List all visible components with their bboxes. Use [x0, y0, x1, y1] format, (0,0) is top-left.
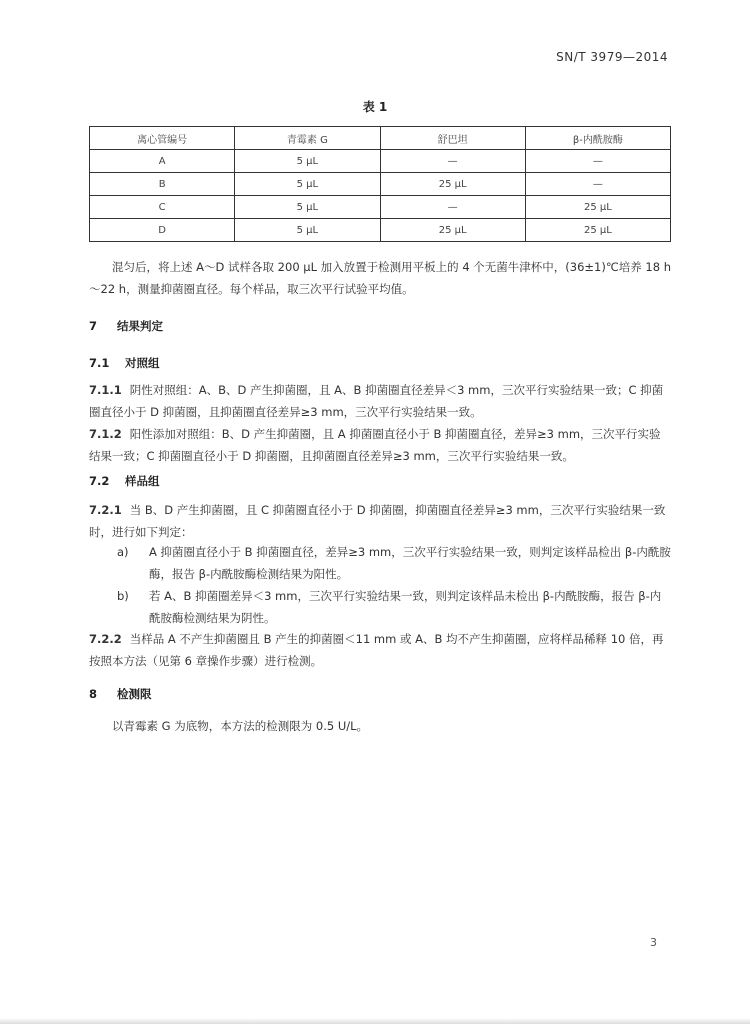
section-title: 样品组	[125, 474, 160, 488]
table-row	[90, 219, 671, 242]
clause-7-2-1	[89, 499, 671, 543]
table-row	[90, 150, 671, 173]
clause-text: 当 B、D 产生抑菌圈，且 C 抑菌圈直径小于 D 抑菌圈，抑菌圈直径差异≥3 mm，三次平行实验结果一致时，进行如下判定：	[89, 503, 666, 539]
table-header-cell: 青霉素 G	[235, 127, 380, 150]
section-7-2-heading	[89, 473, 160, 489]
section-8-text: 以青霉素 G 为底物，本方法的检测限为 0.5 U/L。	[112, 719, 369, 733]
table-cell: B	[90, 173, 235, 196]
list-marker: b)	[117, 589, 129, 603]
list-item-a	[117, 541, 671, 585]
table-cell: —	[525, 150, 670, 173]
table-cell: —	[380, 150, 525, 173]
section-7-heading	[89, 318, 163, 334]
table-cell: D	[90, 219, 235, 242]
list-marker: a)	[117, 545, 129, 559]
section-title: 对照组	[125, 356, 160, 370]
table-cell: 5 μL	[235, 219, 380, 242]
clause-number: 7.1.1	[89, 383, 122, 397]
table-cell: 25 μL	[525, 196, 670, 219]
table-row	[90, 196, 671, 219]
table-header-cell: 离心管编号	[90, 127, 235, 150]
table-cell: 25 μL	[380, 219, 525, 242]
table-header-cell: 舒巴坦	[380, 127, 525, 150]
table-cell: 5 μL	[235, 196, 380, 219]
clause-text: 阳性添加对照组：B、D 产生抑菌圈，且 A 抑菌圈直径小于 B 抑菌圈直径，差异≥3 mm，三次平行实验结果一致；C 抑菌圈直径小于 D 抑菌圈，且抑菌圈直径差异≥3 mm，三次平行实验结果一致。	[89, 427, 661, 463]
mix-paragraph: 混匀后，将上述 A～D 试样各取 200 μL 加入放置于检测用平板上的 4 个无菌牛津杯中，(36±1)℃培养 18 h～22 h，测量抑菌圈直径。每个样品，取三次平行试验平均值。	[89, 260, 672, 296]
scan-edge	[0, 1018, 750, 1024]
table-cell: A	[90, 150, 235, 173]
clause-number: 7.2.1	[89, 503, 122, 517]
section-title: 检测限	[117, 687, 152, 701]
table-cell: —	[380, 196, 525, 219]
table-cell: —	[525, 173, 670, 196]
section-title: 结果判定	[117, 319, 164, 333]
table-cell: 5 μL	[235, 173, 380, 196]
list-item-text: 若 A、B 抑菌圈差异＜3 mm，三次平行实验结果一致，则判定该样品未检出 β-内酰胺酶，报告 β-内酰胺酶检测结果为阴性。	[149, 589, 662, 625]
clause-number: 7.1.2	[89, 427, 122, 441]
table-header-row	[90, 127, 671, 150]
section-number: 8	[89, 687, 98, 701]
data-table	[89, 126, 671, 242]
clause-7-1-1	[89, 379, 671, 423]
list-item-text: A 抑菌圈直径小于 B 抑菌圈直径，差异≥3 mm，三次平行实验结果一致，则判定该样品检出 β-内酰胺酶，报告 β-内酰胺酶检测结果为阳性。	[149, 545, 671, 581]
table-cell: C	[90, 196, 235, 219]
table-cell: 25 μL	[380, 173, 525, 196]
list-item-b	[117, 585, 671, 629]
section-number: 7.2	[89, 474, 110, 488]
clause-text: 阴性对照组：A、B、D 产生抑菌圈，且 A、B 抑菌圈直径差异＜3 mm，三次平行实验结果一致；C 抑菌圈直径小于 D 抑菌圈，且抑菌圈直径差异≥3 mm，三次平行实验结果一致。	[89, 383, 664, 419]
table-title: 表 1	[362, 100, 388, 114]
section-7-1-heading	[89, 355, 160, 371]
table-cell: 25 μL	[525, 219, 670, 242]
section-8-heading	[89, 686, 152, 702]
clause-7-1-2	[89, 423, 671, 467]
table-cell: 5 μL	[235, 150, 380, 173]
page-number: 3	[650, 936, 657, 949]
clause-text: 当样品 A 不产生抑菌圈且 B 产生的抑菌圈＜11 mm 或 A、B 均不产生抑菌圈，应将样品稀释 10 倍，再按照本方法（见第 6 章操作步骤）进行检测。	[89, 632, 664, 668]
section-number: 7	[89, 319, 98, 333]
section-number: 7.1	[89, 356, 110, 370]
clause-7-2-2	[89, 628, 671, 672]
standard-code: SN/T 3979—2014	[556, 50, 668, 64]
table-header-cell: β-内酰胺酶	[525, 127, 670, 150]
clause-number: 7.2.2	[89, 632, 122, 646]
table-row	[90, 173, 671, 196]
